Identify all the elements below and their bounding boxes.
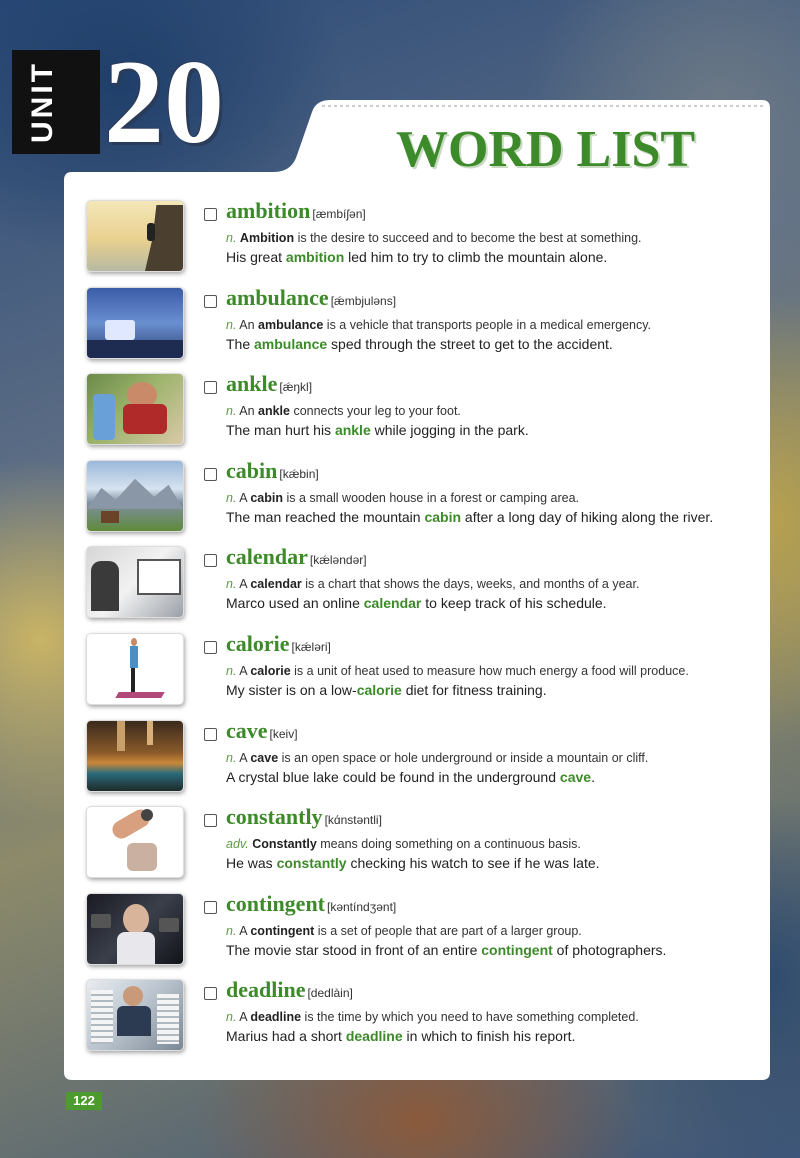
definition (226, 664, 689, 678)
word-checkbox[interactable] (204, 208, 217, 221)
example-sentence (226, 682, 547, 698)
example-keyword: ambition (285, 249, 345, 265)
example-text: The movie star stood in front of an entire (226, 941, 482, 958)
vocab-word: ambulance (226, 284, 329, 310)
pronunciation: [keiv] (269, 726, 298, 741)
example-text: while jogging in the park. (370, 422, 529, 439)
part-of-speech: n. (226, 317, 237, 332)
calorie-photo (86, 633, 184, 705)
definition-keyword: deadline (250, 1010, 302, 1025)
part-of-speech: n. (226, 750, 237, 765)
word-checkbox[interactable] (204, 901, 217, 914)
pronunciation: [kǽləri] (291, 639, 331, 654)
example-sentence (226, 595, 607, 611)
part-of-speech: n. (226, 490, 237, 505)
list-item (84, 889, 764, 976)
definition-keyword: contingent (250, 923, 315, 938)
example-text: checking his watch to see if he was late. (346, 855, 600, 872)
example-keyword: cave (559, 768, 592, 785)
example-text: The (226, 335, 255, 352)
unit-label: UNIT (26, 61, 59, 143)
definition-text: is the desire to succeed and to become the best at something. (294, 231, 642, 245)
cave-photo (86, 720, 184, 792)
contingent-photo (86, 893, 184, 965)
example-text: after a long day of hiking along the river. (461, 508, 714, 525)
example-keyword: ankle (334, 422, 371, 439)
part-of-speech: n. (226, 231, 237, 245)
part-of-speech: n. (226, 577, 237, 592)
example-sentence (226, 509, 713, 525)
example-keyword: constantly (276, 855, 347, 872)
word-checkbox[interactable] (204, 295, 217, 308)
definition-text: An (239, 404, 258, 419)
example-sentence (226, 1028, 575, 1044)
vocab-word: contingent (226, 890, 325, 916)
list-item (84, 629, 764, 716)
definition-text: is the time by which you need to have something completed. (301, 1010, 639, 1025)
definition (226, 491, 579, 505)
pronunciation: [kǽbin] (279, 466, 319, 481)
definition-keyword: Ambition (239, 231, 295, 245)
example-keyword: calendar (363, 595, 422, 612)
word-checkbox[interactable] (204, 381, 217, 394)
list-item (84, 975, 764, 1062)
vocab-word: ambition (226, 198, 311, 223)
part-of-speech: adv. (226, 837, 249, 852)
example-sentence (226, 249, 607, 265)
definition-text: is an open space or hole underground or inside a mountain or cliff. (278, 750, 649, 765)
part-of-speech: n. (226, 1010, 237, 1025)
vocab-word: calorie (226, 630, 290, 656)
definition-text: A (239, 490, 251, 505)
example-keyword: calorie (356, 681, 402, 698)
list-item (84, 802, 764, 889)
example-text: led him to try to climb the mountain alone. (344, 249, 608, 265)
example-text: diet for fitness training. (401, 681, 547, 698)
pronunciation: [ǽmbjuləns] (330, 293, 397, 308)
vocab-word: cave (226, 717, 268, 743)
word-checkbox[interactable] (204, 987, 217, 1000)
page-number: 122 (66, 1092, 102, 1110)
example-text: The man reached the mountain (226, 508, 425, 525)
vocab-word: calendar (226, 544, 308, 570)
definition (226, 577, 639, 591)
definition-keyword: calendar (250, 577, 302, 592)
definition-keyword: ankle (258, 404, 290, 419)
definition-text: A (239, 577, 251, 592)
example-sentence (226, 942, 666, 958)
definition (226, 318, 651, 332)
list-item (84, 716, 764, 803)
definition-keyword: Constantly (252, 837, 317, 852)
constantly-photo (86, 806, 184, 878)
list-item (84, 283, 764, 370)
definition-text: is a vehicle that transports people in a medical emergency. (323, 317, 652, 332)
definition (226, 924, 582, 938)
vocab-word: deadline (226, 977, 306, 1003)
definition (226, 751, 648, 765)
definition-text: is a small wooden house in a forest or camping area. (283, 490, 580, 505)
example-text: The man hurt his (226, 422, 335, 439)
deadline-photo (86, 979, 184, 1051)
example-sentence (226, 855, 600, 871)
definition (226, 404, 461, 418)
definition-text: A (239, 750, 251, 765)
example-sentence (226, 422, 529, 438)
ambition-photo (86, 200, 184, 272)
definition (226, 231, 642, 245)
definition-keyword: calorie (250, 663, 291, 678)
example-text: of photographers. (552, 941, 667, 958)
example-keyword: deadline (345, 1028, 403, 1045)
definition-keyword: cabin (250, 490, 284, 505)
word-checkbox[interactable] (204, 641, 217, 654)
pronunciation: [kǽləndər] (309, 553, 367, 568)
word-checkbox[interactable] (204, 728, 217, 741)
pronunciation: [kəntíndʒənt] (327, 899, 397, 914)
pronunciation: [kɑ́nstəntli] (324, 813, 382, 828)
definition-text: is a chart that shows the days, weeks, and months of a year. (301, 577, 640, 592)
example-text: My sister is on a low- (226, 681, 357, 698)
definition-text: connects your leg to your foot. (289, 404, 461, 419)
calendar-photo (86, 546, 184, 618)
example-text: Marco used an online (226, 595, 364, 612)
list-item (84, 369, 764, 456)
example-text: to keep track of his schedule. (421, 595, 607, 612)
example-text: A crystal blue lake could be found in the underground (226, 768, 560, 785)
definition-keyword: ambulance (258, 317, 324, 332)
definition-keyword: cave (250, 750, 279, 765)
pronunciation: [æmbíʃən] (312, 207, 366, 221)
definition-text: An (239, 317, 258, 332)
word-checkbox[interactable] (204, 814, 217, 827)
example-keyword: cabin (424, 508, 462, 525)
example-text: sped through the street to get to the accident. (327, 335, 613, 352)
definition (226, 837, 581, 851)
example-keyword: ambulance (254, 335, 328, 352)
part-of-speech: n. (226, 663, 237, 678)
example-text: He was (226, 855, 277, 872)
definition-text: means doing something on a continuous basis. (316, 837, 581, 852)
page-title: WORD LIST (396, 121, 696, 178)
example-text: in which to finish his report. (402, 1028, 576, 1045)
definition-text: A (239, 923, 251, 938)
part-of-speech: n. (226, 923, 237, 938)
part-of-speech: n. (226, 404, 237, 419)
list-item (84, 542, 764, 629)
ankle-photo (86, 373, 184, 445)
definition (226, 1010, 639, 1024)
list-item (84, 196, 764, 283)
cabin-photo (86, 460, 184, 532)
vocab-word: ankle (226, 371, 278, 397)
example-text: . (591, 768, 595, 785)
example-keyword: contingent (481, 941, 553, 958)
definition-text: is a unit of heat used to measure how much energy a food will produce. (290, 663, 689, 678)
word-checkbox[interactable] (204, 468, 217, 481)
definition-text: A (239, 663, 251, 678)
example-sentence (226, 336, 613, 352)
unit-number: 20 (104, 35, 224, 168)
example-sentence (226, 769, 595, 785)
example-text: Marius had a short (226, 1028, 346, 1045)
ambulance-photo (86, 287, 184, 359)
word-checkbox[interactable] (204, 554, 217, 567)
word-list (84, 196, 764, 1062)
pronunciation: [dedlàin] (307, 986, 353, 1001)
list-item (84, 456, 764, 543)
definition-text: A (239, 1010, 251, 1025)
example-text: His great (226, 249, 286, 265)
pronunciation: [ǽŋkl] (279, 380, 313, 395)
definition-text: is a set of people that are part of a larger group. (314, 923, 582, 938)
vocab-word: cabin (226, 457, 278, 483)
vocab-word: constantly (226, 804, 323, 830)
